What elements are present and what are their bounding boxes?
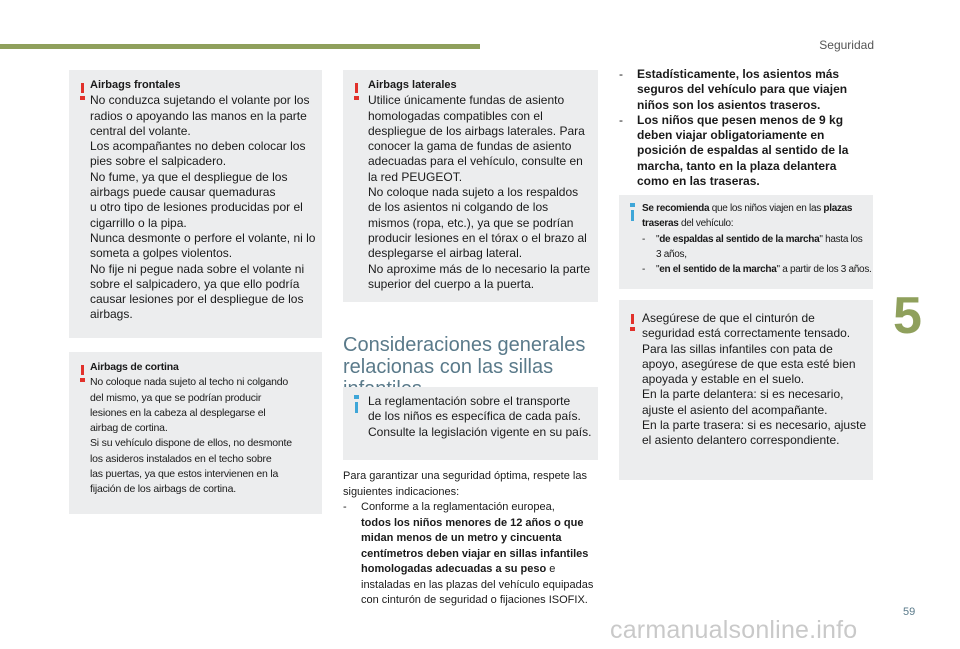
info-text: La reglamentación sobre el transporte de los niños es específica de cada país. Consulte la legislación vigente en su país. <box>368 394 592 439</box>
safety-bullets <box>619 67 881 189</box>
rec-item-bold: de espaldas al sentido de la marcha <box>659 233 820 245</box>
warning-icon <box>81 365 84 375</box>
box-title: Airbags frontales <box>90 79 181 91</box>
section-heading: Consideraciones generales relacionas con las sillas <box>343 334 586 378</box>
warning-icon <box>355 83 358 93</box>
info-icon <box>631 210 634 221</box>
list-dash: - <box>619 67 623 81</box>
list-dash: - <box>343 501 347 513</box>
rec-item <box>642 262 872 277</box>
quote-close: " <box>776 264 780 276</box>
rec-item <box>642 232 872 263</box>
warning-icon <box>631 314 634 324</box>
list-lead: Conforme a la reglamentación europea, <box>361 501 555 513</box>
quote-close: " <box>819 233 823 245</box>
list-bold: todos los niños menores de 12 años o que midan menos de un metro y cincuenta centímetros deben viajar en sillas infantiles homologadas adecuadas a su peso <box>361 516 589 575</box>
bullet-item <box>619 67 881 113</box>
rec-item-plain: hasta los 3 años, <box>656 233 863 260</box>
list-dash: - <box>619 112 623 127</box>
info-box-recommendation <box>619 195 873 289</box>
info-icon <box>355 402 358 413</box>
quote-open: " <box>656 264 660 276</box>
intro-text: Para garantizar una seguridad óptima, respete las siguientes indicaciones: <box>343 470 587 498</box>
header-bar <box>0 44 480 49</box>
box-body: Utilice únicamente fundas de asiento homologadas compatibles con el despliegue de los airbags laterales. Para conocer la gama de fundas de asiento adecuadas para el vehículo, consulte en la red PEUGEOT. No coloque nada sujeto a los respaldos de los asientos ni colgando de los mismos (ropa, etc.), ya que se podrían producir lesiones en el tórax o el brazo al desplegarse el airbag lateral. No aproxime más de lo necesario la parte superior del cuerpo a la puerta. <box>368 93 591 291</box>
warning-box-side-airbags <box>343 70 598 302</box>
chapter-number: 5 <box>893 287 922 345</box>
bullet-text: Los niños que pesen menos de 9 kg deben viajar obligatoriamente en posición de espaldas al sentido de la marcha, tanto en la plaza delantera como en las traseras. <box>637 112 849 189</box>
regulation-list-item <box>343 500 601 609</box>
bullet-text: Estadísticamente, los asientos más seguros del vehículo para que viajen niños son los asientos traseros. <box>637 67 848 112</box>
box-body: Asegúrese de que el cinturón de seguridad está correctamente tensado. Para las sillas infantiles con pata de apoyo, asegúrese de que esta esté bien apoyada y estable en el suelo. En la parte delantera: si es necesario, ajuste el asiento del acompañante. En la parte trasera: si es necesario, ajuste el asiento delantero correspondiente. <box>642 311 867 448</box>
bullet-item <box>619 113 881 189</box>
warning-icon <box>81 83 84 93</box>
box-body: No conduzca sujetando el volante por los radios o apoyando las manos en la parte central del volante. Los acompañantes no deben colocar los pies sobre el salpicadero. No fume, ya que el despliegue de los airbags puede causar quemaduras u otro tipo de lesiones producidas por el cigarrillo o la pipa. Nunca desmonte o perfore el volante, ni lo someta a golpes violentos. No fije ni pegue nada sobre el volante ni sobre el salpicadero, ya que ello podría causar lesiones por el despliegue de los airbags. <box>90 93 316 322</box>
rec-plain: que los niños viajen en las <box>709 203 824 214</box>
warning-box-seatbelt <box>619 300 873 480</box>
rec-bold2: plazas traseras <box>642 203 853 230</box>
box-title: Airbags laterales <box>368 79 457 91</box>
list-tail: e <box>546 563 556 575</box>
recommendation-text <box>642 201 872 277</box>
watermark: carmanualsonline.info <box>610 616 858 644</box>
box-title: Airbags de cortina <box>90 361 179 373</box>
rec-bold: Se recomienda <box>642 203 710 214</box>
list-dash: - <box>642 233 646 245</box>
box-body: No coloque nada sujeto al techo ni colgando del mismo, ya que se podrían producir lesiones en la cabeza al desplegarse el airbag de cortina. Si su vehículo dispone de ellos, no desmonte los asideros instalados en el techo sobre las puertas, ya que estos intervienen en la fijación de los airbags de cortina. <box>90 376 292 496</box>
warning-box-curtain-airbags <box>69 352 322 514</box>
page-number: 59 <box>903 606 916 618</box>
rec-item-plain: a partir de los 3 años. <box>779 264 872 276</box>
info-box-regulation <box>343 387 598 460</box>
rec-tail: del vehículo: <box>678 218 734 230</box>
warning-box-frontal-airbags <box>69 70 322 338</box>
section-title: Seguridad <box>819 38 874 52</box>
list-rest: instaladas en las plazas del vehículo equipadas con cinturón de seguridad o fijaciones ISOFIX. <box>361 578 594 606</box>
rec-item-bold: en el sentido de la marcha <box>659 264 777 276</box>
list-dash: - <box>642 264 646 276</box>
quote-open: " <box>656 233 660 245</box>
